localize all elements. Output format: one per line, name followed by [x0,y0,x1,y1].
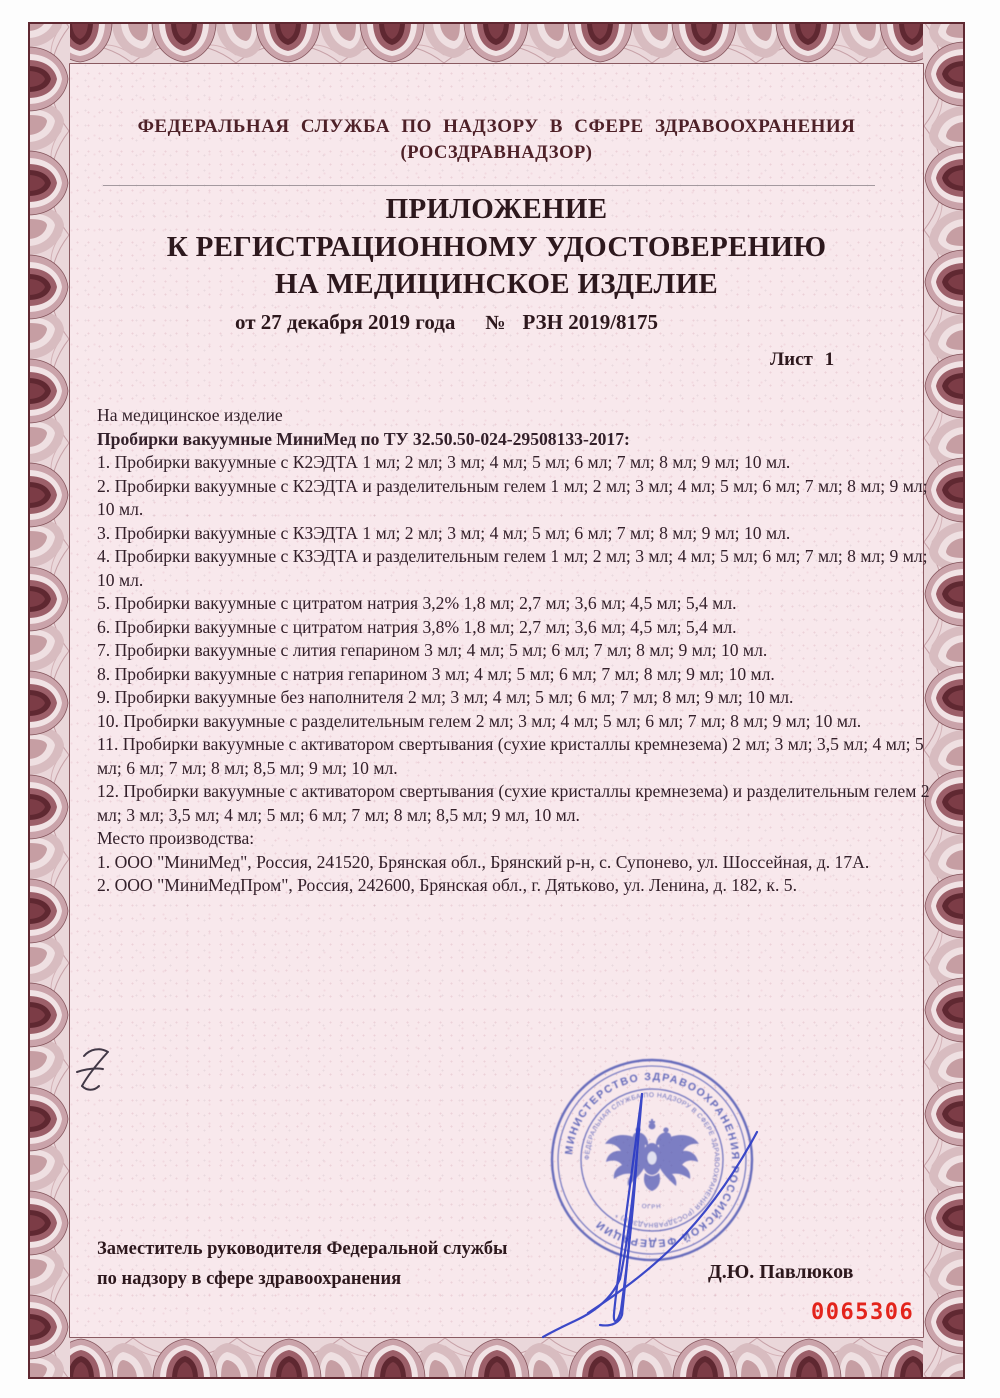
device-item: 1. Пробирки вакуумные с К2ЭДТА 1 мл; 2 мл; 3 мл; 4 мл; 5 мл; 6 мл; 7 мл; 8 мл; 9 мл; 10 мл. [97,452,791,472]
agency-name-line: ФЕДЕРАЛЬНАЯ СЛУЖБА ПО НАДЗОРУ В СФЕРЕ ЗДРАВООХРАНЕНИЯ [137,116,856,137]
device-item: 6. Пробирки вакуумные с цитратом натрия 3,8% 1,8 мл; 2,7 мл; 3,6 мл; 4,5 мл; 5,4 мл. [97,616,737,637]
signatory-name: Д.Ю. Павлюков [708,1261,854,1283]
device-item: 12. Пробирки вакуумные с активатором свертывания (сухие кристаллы кремнезема) и разделительным гелем 2 мл; 3 мл; 3,5 мл; 4 мл; 5 мл; 6 мл; 7 мл; 8 мл; 8,5 мл; 9 мл, 10 мл. [97,781,930,825]
production-site: 1. ООО "МиниМед", Россия, 241520, Брянская обл., Брянский р-н, с. Супонево, ул. Шоссейная, д. 17А. [97,851,870,872]
issue-date: от 27 декабря 2019 года [235,310,456,334]
device-item: 8. Пробирки вакуумные с натрия гепарином 3 мл; 4 мл; 5 мл; 6 мл; 7 мл; 8 мл; 9 мл; 10 мл. [97,663,775,684]
title-line-3: НА МЕДИЦИНСКОЕ ИЗДЕЛИЕ [274,268,719,300]
document-title [70,191,923,304]
device-item: 3. Пробирки вакуумные с КЗЭДТА 1 мл; 2 мл; 3 мл; 4 мл; 5 мл; 6 мл; 7 мл; 8 мл; 9 мл; 10 мл. [97,522,791,543]
serial-number: 0065306 [811,1300,915,1325]
device-item: 11. Пробирки вакуумные с активатором свертывания (сухие кристаллы кремнезема) 2 мл; 3 мл; 3,5 мл; 4 мл; 5 мл; 6 мл; 7 мл; 8 мл; 8,5 мл; 9 мл; 10 мл. [97,734,924,778]
certificate [28,22,965,1379]
device-item: 4. Пробирки вакуумные с КЗЭДТА и разделительным гелем 1 мл; 2 мл; 3 мл; 4 мл; 5 мл; 6 мл; 7 мл; 8 мл; 9 мл; 10 мл. [97,546,928,590]
number-sign: № [485,312,506,334]
signatory-position-line1: Заместитель руководителя Федеральной службы [97,1239,508,1259]
title-line-1: ПРИЛОЖЕНИЕ [385,193,608,225]
border-top-strip [28,22,965,64]
intro-line: На медицинское изделие [97,405,283,425]
seal-outer-ring-text: МИНИСТЕРСТВО ЗДРАВООХРАНЕНИЯ РОССИЙСКОЙ ФЕДЕРАЦИИ [563,1070,742,1250]
device-item: 5. Пробирки вакуумные с цитратом натрия 3,2% 1,8 мл; 2,7 мл; 3,6 мл; 4,5 мл; 5,4 мл. [97,593,737,613]
body-text [97,404,935,898]
signatory-position-line2: по надзору в сфере здравоохранения [97,1268,402,1289]
production-heading: Место производства: [97,828,255,848]
title-line-2: К РЕГИСТРАЦИОННОМУ УДОСТОВЕРЕНИЮ [166,230,827,263]
sheet-label: Лист 1 [770,349,835,370]
header-divider [103,185,875,186]
issue-line [235,310,658,335]
device-item: 2. Пробирки вакуумные с К2ЭДТА и разделительным гелем 1 мл; 2 мл; 3 мл; 4 мл; 5 мл; 6 мл; 7 мл; 8 мл; 9 мл; 10 мл. [97,475,928,519]
device-item: 10. Пробирки вакуумные с разделительным гелем 2 мл; 3 мл; 4 мл; 5 мл; 6 мл; 7 мл; 8 мл; 9 мл; 10 мл. [97,710,862,731]
production-site: 2. ООО "МиниМедПром", Россия, 242600, Брянская обл., г. Дятьково, ул. Ленина, д. 182, к. 5. [97,875,797,895]
certificate-body [70,64,930,1337]
signatory-position [97,1235,617,1294]
device-item: 7. Пробирки вакуумные с лития гепарином 3 мл; 4 мл; 5 мл; 6 мл; 7 мл; 8 мл; 9 мл; 10 мл. [97,640,768,660]
agency-short-name: (РОСЗДРАВНАДЗОР) [400,143,593,163]
registration-number: РЗН 2019/8175 [522,310,659,334]
product-heading: Пробирки вакуумные МиниМед по ТУ 32.50.50-024-29508133-2017: [97,428,630,449]
border-bottom-strip [28,1337,965,1379]
seal-ogrn-text: ОГРН [641,1203,663,1211]
device-item: 9. Пробирки вакуумные без наполнителя 2 мл; 3 мл; 4 мл; 5 мл; 6 мл; 7 мл; 8 мл; 9 мл; 10 мл. [97,687,794,707]
border-left-strip [28,22,70,1379]
seal-inner-ring-text: ФЕДЕРАЛЬНАЯ СЛУЖБА ПО НАДЗОРУ В СФЕРЕ ЗДРАВООХРАНЕНИЯ (РОСЗДРАВНАДЗОР) * [583,1091,721,1229]
